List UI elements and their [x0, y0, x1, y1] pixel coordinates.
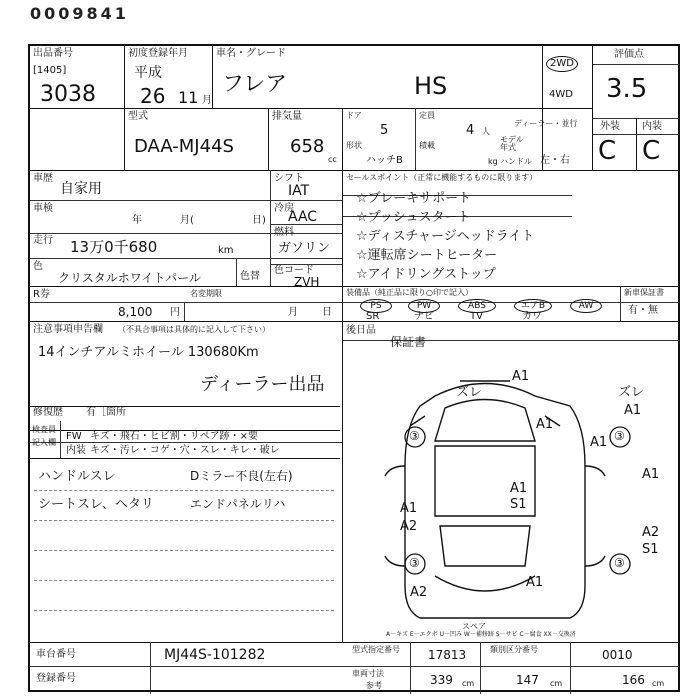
sales-points-title: セールスポイント（正常に機能するものに限ります） [346, 173, 538, 182]
dims-length: 339 [430, 673, 453, 687]
grade-value: 3.5 [606, 74, 648, 104]
color-value: クリスタルホワイトパール [58, 271, 201, 285]
ext-grade: C [598, 136, 617, 166]
load-unit: kg [488, 157, 498, 166]
ac-label: 冷房 [274, 203, 294, 214]
first-reg-unit: 月 [202, 95, 212, 106]
damage-note: ズレ [618, 385, 645, 400]
sales-point-item: ☆プッシュスタート [356, 210, 471, 225]
capacity-unit: 人 [482, 127, 490, 136]
lot-sub: [1405] [33, 65, 67, 76]
equip-aw: AW [570, 299, 602, 313]
equip-abs: ABS [458, 299, 496, 313]
diagram-tire-mark: ③ [614, 556, 625, 570]
sales-point-item: ☆ディスチャージヘッドライト [356, 229, 535, 244]
usage-value: 自家用 [60, 181, 102, 197]
damage-note: A1 [400, 501, 418, 516]
diagram-tire-mark: ③ [409, 429, 420, 443]
handle-label: ハンドル [500, 157, 532, 166]
equip-leather: カワ [522, 311, 542, 322]
displacement-label: 排気量 [272, 111, 302, 122]
category-value: 0010 [602, 648, 633, 662]
interior-items: キズ・汚レ・コゲ・穴・スレ・キレ・破レ [90, 445, 280, 456]
notes-line1: 14インチアルミホイール 130680Km [38, 345, 259, 360]
color-code: ZVH [294, 275, 320, 289]
handle-options: 左・右 [540, 155, 570, 166]
shift-value: IAT [288, 183, 310, 199]
equip-ps: PS [360, 299, 392, 313]
fw-items: キズ・飛石・ヒビ割・リペア跡・×要 [90, 431, 258, 442]
interior-label: 内装 [66, 445, 86, 456]
dims-width: 147 [516, 673, 539, 687]
int-label: 内装 [642, 121, 662, 132]
recycle-label: R券 [33, 289, 50, 300]
load-label: 積載 [419, 141, 435, 150]
damage-note: A1 [590, 435, 608, 450]
int-grade: C [642, 136, 661, 166]
lot-label: 出品番号 [33, 48, 73, 59]
notes-sub: （不具合事項は具体的に記入して下さい） [118, 325, 270, 334]
equip-navi: ナビ [414, 311, 434, 322]
damage-note: ズレ [456, 385, 483, 400]
repair-label: 修復歴 [33, 407, 63, 418]
dims-width-unit: cm [550, 679, 563, 688]
type-no-label: 型式指定番号 [352, 645, 400, 654]
first-reg-era: 平成 [134, 65, 162, 81]
spare-label: スペア [462, 622, 486, 631]
notes-line2: ディーラー出品 [200, 374, 325, 395]
car-grade: HS [414, 72, 448, 100]
inspection-year: 年 [132, 215, 142, 226]
capacity-value: 4 [466, 123, 475, 138]
model-year-label: モデル年式 [500, 135, 524, 152]
accessories-value: 保証書 [390, 335, 427, 349]
dims-ref: 参考 [366, 681, 382, 690]
damage-note: S1 [510, 497, 527, 512]
notes-label: 注意事項申告欄 [33, 324, 103, 335]
damage-note: S1 [642, 542, 659, 557]
ext-label: 外装 [600, 121, 620, 132]
damage-note: A2 [410, 585, 428, 600]
name-change-label: 名変期限 [190, 289, 222, 298]
recycle-unit: 円 [170, 307, 180, 318]
damage-note: A1 [536, 417, 554, 432]
sales-point-item: ☆運転席シートヒーター [356, 248, 498, 263]
top-number: 0009841 [30, 4, 129, 23]
car-name: フレア [222, 72, 288, 97]
name-change-month: 月 [288, 307, 298, 318]
lot-number: 3038 [40, 82, 96, 107]
usage-label: 車歴 [33, 173, 53, 184]
capacity-label: 定員 [419, 111, 435, 120]
fuel-label: 燃料 [274, 227, 294, 238]
handwritten-note: シートスレ、ヘタリ [38, 497, 154, 512]
fw-label: FW [66, 431, 82, 442]
color-code-label: 色コード [274, 265, 314, 276]
grade-label: 評価点 [614, 49, 644, 60]
damage-note: A1 [512, 369, 530, 384]
name-change-day: 日 [322, 307, 332, 318]
warranty-value: 有・無 [628, 305, 658, 316]
first-reg-month: 11 [178, 88, 199, 107]
doors-label: ドア [346, 111, 362, 120]
handwritten-note: ハンドルスレ [38, 469, 116, 484]
equip-pw: PW [408, 299, 440, 313]
ac-value: AAC [288, 209, 318, 225]
handwritten-note: Dミラー不良(左右) [190, 469, 293, 483]
inspection-month: 月( [180, 215, 194, 226]
inspector-label2: 記入欄 [32, 438, 56, 447]
damage-note: A1 [510, 481, 528, 496]
mileage-label: 走行 [33, 235, 53, 246]
damage-note: A2 [400, 519, 418, 534]
reg-no-label: 登録番号 [36, 673, 76, 684]
model-value: DAA-MJ44S [134, 136, 234, 157]
inspector-label: 検査員 [32, 425, 56, 434]
auction-sheet [28, 44, 680, 692]
warranty-label: 新車保証書 [624, 288, 664, 297]
shape-value: ハッチB [366, 155, 403, 166]
shape-label: 形状 [346, 141, 362, 150]
dealer-run-label: ディーラー・並行 [514, 119, 578, 128]
dims-length-unit: cm [462, 679, 475, 688]
type-no-value: 17813 [428, 648, 467, 662]
damage-note: A2 [642, 525, 660, 540]
inspection-day: 日) [252, 215, 266, 226]
dims-label: 車両寸法 [352, 669, 384, 678]
diagram-tire-mark: ③ [614, 429, 625, 443]
equipment-title: 装備品（純正品に限り○印で記入） [346, 288, 473, 297]
damage-legend: A－キズ E－エクボ U－凹み W－補修跡 S－サビ C－腐食 XX－交換済 [386, 631, 576, 638]
color-label: 色 [33, 261, 43, 272]
drive-2wd: 2WD [546, 56, 578, 72]
displacement-unit: cc [328, 155, 337, 164]
shift-label: シフト [274, 173, 304, 184]
equip-airbag: エアB [514, 299, 552, 313]
category-label: 類別区分番号 [490, 645, 538, 654]
first-reg-label: 初度登録年月 [128, 48, 188, 59]
drive-4wd: 4WD [549, 89, 573, 100]
recycle-value: 8,100 [118, 305, 153, 319]
doors-value: 5 [380, 123, 389, 138]
dims-height: 166 [622, 673, 645, 687]
damage-note: A1 [526, 575, 544, 590]
handwritten-note: エンドパネルリハ [190, 497, 286, 511]
car-label: 車名・グレード [216, 48, 286, 59]
damage-note: A1 [642, 467, 660, 482]
mileage-value: 13万0千680 [70, 238, 158, 256]
accessories-label: 後日品 [346, 325, 376, 336]
color-change-label: 色替 [240, 271, 260, 282]
diagram-tire-mark: ③ [409, 556, 420, 570]
first-reg-year: 26 [140, 84, 166, 108]
mileage-unit: km [218, 245, 234, 256]
chassis-label: 車台番号 [36, 649, 76, 660]
displacement-value: 658 [290, 136, 325, 157]
repair-value: 有［箇所 [86, 407, 126, 418]
sales-point-item: ☆ブレーキサポート [356, 191, 472, 206]
inspection-label: 車検 [33, 203, 53, 214]
equip-sr: SR [366, 311, 380, 322]
dims-height-unit: cm [652, 679, 665, 688]
fuel-value: ガソリン [278, 241, 331, 256]
damage-note: A1 [624, 403, 642, 418]
sales-point-item: ☆アイドリングストップ [356, 267, 496, 282]
equip-tv: TV [470, 311, 483, 322]
model-label: 型式 [128, 111, 148, 122]
chassis-value: MJ44S-101282 [164, 647, 266, 663]
